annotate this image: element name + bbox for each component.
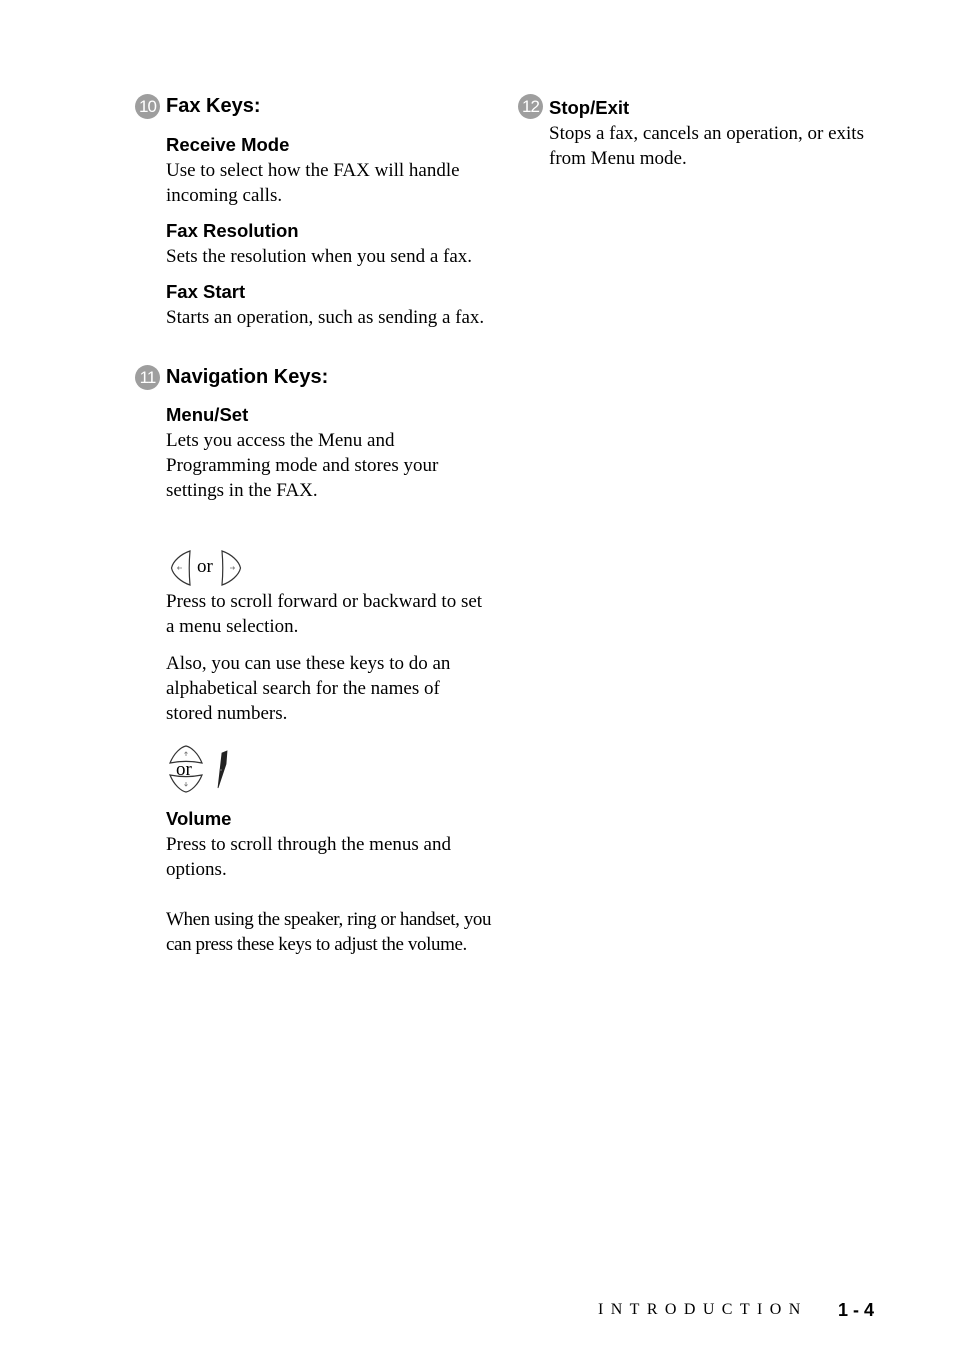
- volume-title: Volume: [166, 808, 232, 829]
- menu-set-text: Lets you access the Menu and Programming mode and stores your settings in the FAX.: [166, 430, 439, 501]
- up-down-or-text: or: [176, 759, 192, 780]
- receive-mode-title: Receive Mode: [166, 134, 290, 155]
- navigation-keys-heading: Navigation Keys:: [166, 366, 329, 388]
- fax-resolution-title: Fax Resolution: [166, 220, 299, 241]
- footer-section-label: INTRODUCTION: [598, 1301, 808, 1318]
- left-arrow-key-icon: [170, 550, 192, 586]
- section-number-10: 10: [135, 94, 160, 119]
- fax-start-title: Fax Start: [166, 281, 246, 302]
- volume-text-2: When using the speaker, ring or handset, you can press these keys to adjust the volume.: [166, 909, 492, 955]
- receive-mode-text: Use to select how the FAX will handle incoming calls.: [166, 160, 460, 206]
- menu-set-title: Menu/Set: [166, 404, 249, 425]
- stop-exit-text: Stops a fax, cancels an operation, or exits from Menu mode.: [549, 123, 864, 169]
- page-number: 1 - 4: [838, 1300, 875, 1320]
- lr-keys-text-2: Also, you can use these keys to do an alphabetical search for the names of stored numbers.: [166, 653, 451, 724]
- volume-text: Press to scroll through the menus and options.: [166, 834, 451, 880]
- left-right-or-text: or: [197, 556, 213, 577]
- fax-resolution-text: Sets the resolution when you send a fax.: [166, 246, 473, 267]
- stop-exit-title: Stop/Exit: [549, 97, 630, 118]
- volume-wedge-icon: [216, 750, 230, 790]
- left-right-keys-illustration: [170, 549, 245, 587]
- fax-start-text: Starts an operation, such as sending a fax.: [166, 307, 485, 328]
- section-number-11: 11: [135, 365, 160, 390]
- fax-keys-heading: Fax Keys:: [166, 95, 261, 117]
- right-arrow-key-icon: [220, 550, 242, 586]
- section-number-12: 12: [518, 94, 543, 119]
- lr-keys-text: Press to scroll forward or backward to set a menu selection.: [166, 591, 483, 637]
- up-down-keys-illustration: [168, 744, 238, 796]
